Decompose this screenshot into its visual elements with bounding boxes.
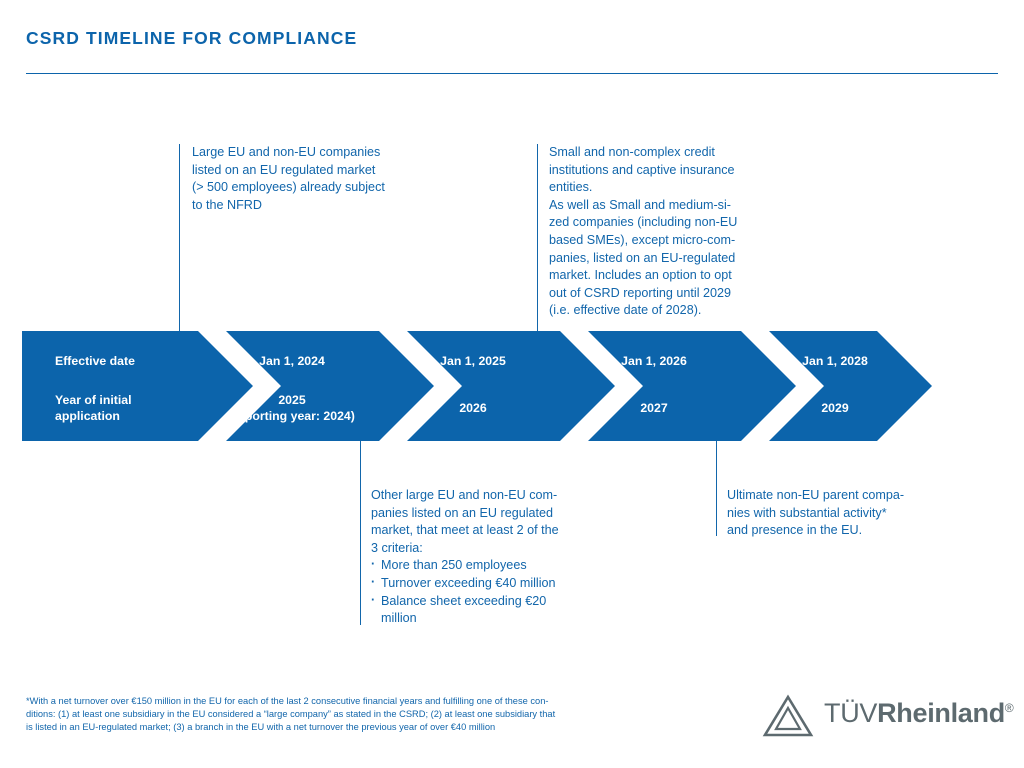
connector-line-top-right <box>537 144 538 332</box>
footnote-line: ditions: (1) at least one subsidiary in the EU considered a “large company” as stated in the CSRD; (2) at least one subsidiary that <box>26 709 556 720</box>
callout-top-left <box>192 144 442 214</box>
segment-year-2026: 2026 <box>459 401 487 415</box>
list-item-continuation: million <box>381 611 417 626</box>
segment-date-2024: Jan 1, 2024 <box>259 354 325 368</box>
logo-brand-bold: Rheinland <box>877 698 1005 728</box>
page-title: CSRD TIMELINE FOR COMPLIANCE <box>26 28 358 48</box>
segment-date-2026: Jan 1, 2026 <box>621 354 687 368</box>
tuv-rheinland-logo <box>762 693 1014 741</box>
footnote-line: is listed in an EU-regulated market; (3) a branch in the EU with a net turnover the previous year of over €40 million <box>26 722 496 733</box>
row-label-line2: application <box>55 409 120 423</box>
row-label-effective-date: Effective date <box>55 354 135 368</box>
callout-line: Ultimate non-EU parent compa- <box>727 488 905 502</box>
callout-top-right <box>549 144 799 320</box>
footnote-line: *With a net turnover over €150 million in the EU for each of the last 2 consecutive financial years and fulfilling one of these con- <box>26 696 549 706</box>
callout-line: Large EU and non-EU companies <box>192 145 381 159</box>
callout-line: panies, listed on an EU-regulated <box>549 250 736 265</box>
row-label-line1: Year of initial <box>55 393 132 407</box>
tuv-triangle-icon <box>762 693 814 739</box>
connector-line-bottom-left <box>360 441 361 625</box>
timeline-band <box>22 331 932 441</box>
callout-line: (> 500 employees) already subject <box>192 180 385 195</box>
callout-line: As well as Small and medium-si- <box>549 197 731 212</box>
callout-line: to the NFRD <box>192 197 262 212</box>
segment-year-line2: (reporting year: 2024) <box>229 409 355 423</box>
callout-line: entities. <box>549 180 593 195</box>
logo-registered-mark: ® <box>1004 701 1014 715</box>
criteria-list <box>371 557 621 610</box>
segment-year-line1: 2025 <box>278 393 306 407</box>
callout-line: nies with substantial activity* <box>727 505 887 520</box>
callout-line: and presence in the EU. <box>727 523 863 538</box>
row-label-year-of-application <box>55 392 215 424</box>
callout-line: market. Includes an option to opt <box>549 268 732 283</box>
segment-date-2028: Jan 1, 2028 <box>802 354 868 368</box>
callout-bottom-left <box>371 487 621 628</box>
logo-brand-light: TÜV <box>824 698 878 728</box>
logo-wordmark <box>824 698 1013 729</box>
segment-year-2027: 2027 <box>640 401 668 415</box>
callout-line: (i.e. effective date of 2028). <box>549 303 702 318</box>
callout-line: listed on an EU regulated market <box>192 162 376 177</box>
header-divider <box>26 73 998 74</box>
callout-line: market, that meet at least 2 of the <box>371 523 559 538</box>
callout-line: based SMEs), except micro-com- <box>549 232 736 247</box>
connector-line-top-left <box>179 144 180 332</box>
timeline-arrow-shape <box>22 331 932 441</box>
callout-bottom-right <box>727 487 957 540</box>
connector-line-bottom-right <box>716 441 717 536</box>
segment-year-2025 <box>202 392 382 424</box>
callout-line: out of CSRD reporting until 2029 <box>549 285 732 300</box>
callout-line: zed companies (including non-EU <box>549 215 738 230</box>
list-item: · Balance sheet exceeding €20 <box>371 593 621 611</box>
callout-line: institutions and captive insurance <box>549 162 735 177</box>
callout-line: Small and non-complex credit <box>549 145 715 159</box>
footnote <box>26 695 706 735</box>
list-item: · Turnover exceeding €40 million <box>371 575 621 593</box>
list-item: · More than 250 employees <box>371 557 621 575</box>
segment-date-2025: Jan 1, 2025 <box>440 354 506 368</box>
callout-line: 3 criteria: <box>371 540 423 555</box>
segment-year-2029: 2029 <box>821 401 849 415</box>
callout-line: Other large EU and non-EU com- <box>371 488 558 502</box>
callout-line: panies listed on an EU regulated <box>371 505 554 520</box>
